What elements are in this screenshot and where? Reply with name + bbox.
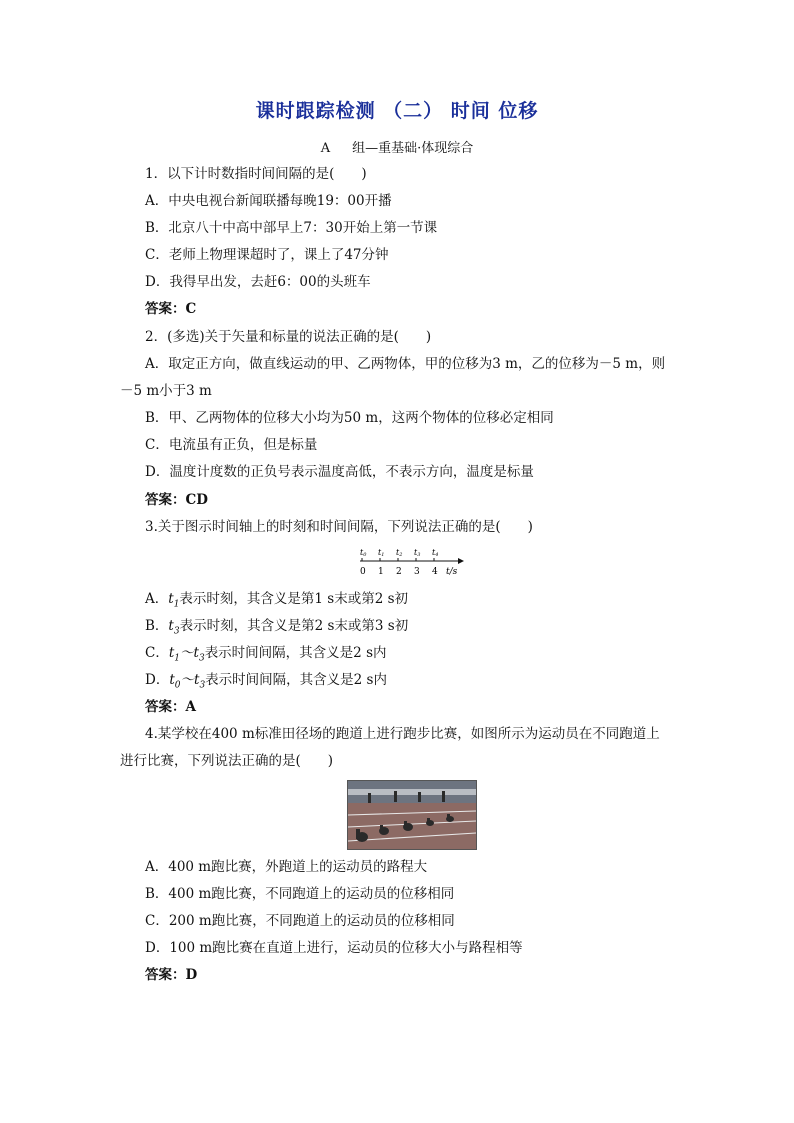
axis-top-label: t2 (396, 548, 403, 558)
q4-option-d: D．100 m跑比赛在直道上进行，运动员的位移大小与路程相等 (145, 940, 523, 956)
q4-option-c: C．200 m跑比赛，不同跑道上的运动员的位移相同 (145, 913, 455, 929)
q3-option-c: C．$t_1\sim t_3$表示时间间隔，其含义是2 s内 (145, 645, 387, 664)
q1-answer: 答案：C (145, 301, 197, 317)
q2-stem: 2．(多选)关于矢量和标量的说法正确的是( ) (145, 329, 432, 345)
q2-option-d: D．温度计度数的正负号表示温度高低，不表示方向，温度是标量 (145, 464, 534, 480)
time-axis-diagram (352, 545, 467, 581)
axis-top-label: t4 (432, 548, 439, 558)
q1-option-d: D．我得早出发，去赶6：00的头班车 (145, 274, 371, 290)
axis-top-label: t3 (414, 548, 421, 558)
group-text: 组—重基础·体现综合 (352, 141, 474, 156)
section-subtitle (0, 137, 794, 156)
q4-answer: 答案：D (145, 967, 198, 983)
axis-bottom-label: 1 (378, 567, 384, 577)
q4-option-b: B．400 m跑比赛，不同跑道上的运动员的位移相同 (145, 886, 455, 902)
q3-b-symbol: $t_3$ (168, 618, 180, 637)
q3-d-symbol: $t_0\sim t_3$ (169, 672, 206, 691)
axis-bottom-label: 3 (414, 567, 420, 577)
q3-stem: 3.关于图示时间轴上的时刻和时间间隔，下列说法正确的是( ) (145, 519, 533, 535)
axis-arrow (458, 558, 464, 564)
q2-option-b: B．甲、乙两物体的位移大小均为50 m，这两个物体的位移必定相同 (145, 410, 554, 426)
page-title: 课时跟踪检测 （二） 时间 位移 (255, 100, 539, 122)
q2-option-a-line2: －5 m小于3 m (120, 383, 212, 399)
q3-option-a: A．$t_1$表示时刻，其含义是第1 s末或第2 s初 (145, 591, 409, 610)
axis-top-label: t0 (360, 548, 367, 558)
axis-unit-label: t/s (446, 567, 458, 577)
axis-bottom-label: 0 (360, 567, 366, 577)
axis-top-label: t1 (378, 548, 385, 558)
q3-option-d: D．$t_0\sim t_3$表示时间间隔，其含义是2 s内 (145, 672, 387, 691)
q1-option-c: C．老师上物理课超时了，课上了47分钟 (145, 247, 389, 263)
q3-c-symbol: $t_1\sim t_3$ (168, 645, 205, 664)
q1-option-a: A．中央电视台新闻联播每晚19：00开播 (145, 193, 392, 209)
q4-stem-line2: 进行比赛，下列说法正确的是( ) (120, 753, 334, 769)
q1-stem: 1．以下计时数指时间间隔的是( ) (145, 166, 367, 182)
track-race-photo (347, 780, 477, 850)
q3-answer: 答案：A (145, 699, 196, 715)
group-letter: A (320, 141, 331, 156)
axis-bottom-label: 2 (396, 567, 402, 577)
q2-answer: 答案：CD (145, 492, 208, 508)
q2-option-a-line1: A．取定正方向，做直线运动的甲、乙两物体，甲的位移为3 m，乙的位移为－5 m，则 (145, 356, 666, 372)
q4-stem-line1: 4.某学校在400 m标准田径场的跑道上进行跑步比赛，如图所示为运动员在不同跑道上 (145, 726, 660, 742)
q3-option-b: B．$t_3$表示时刻，其含义是第2 s末或第3 s初 (145, 618, 409, 637)
q1-option-b: B．北京八十中高中部早上7：30开始上第一节课 (145, 220, 438, 236)
q4-option-a: A．400 m跑比赛，外跑道上的运动员的路程大 (145, 859, 428, 875)
axis-bottom-label: 4 (432, 567, 438, 577)
q2-option-c: C．电流虽有正负，但是标量 (145, 437, 318, 453)
q3-a-symbol: $t_1$ (168, 591, 180, 610)
